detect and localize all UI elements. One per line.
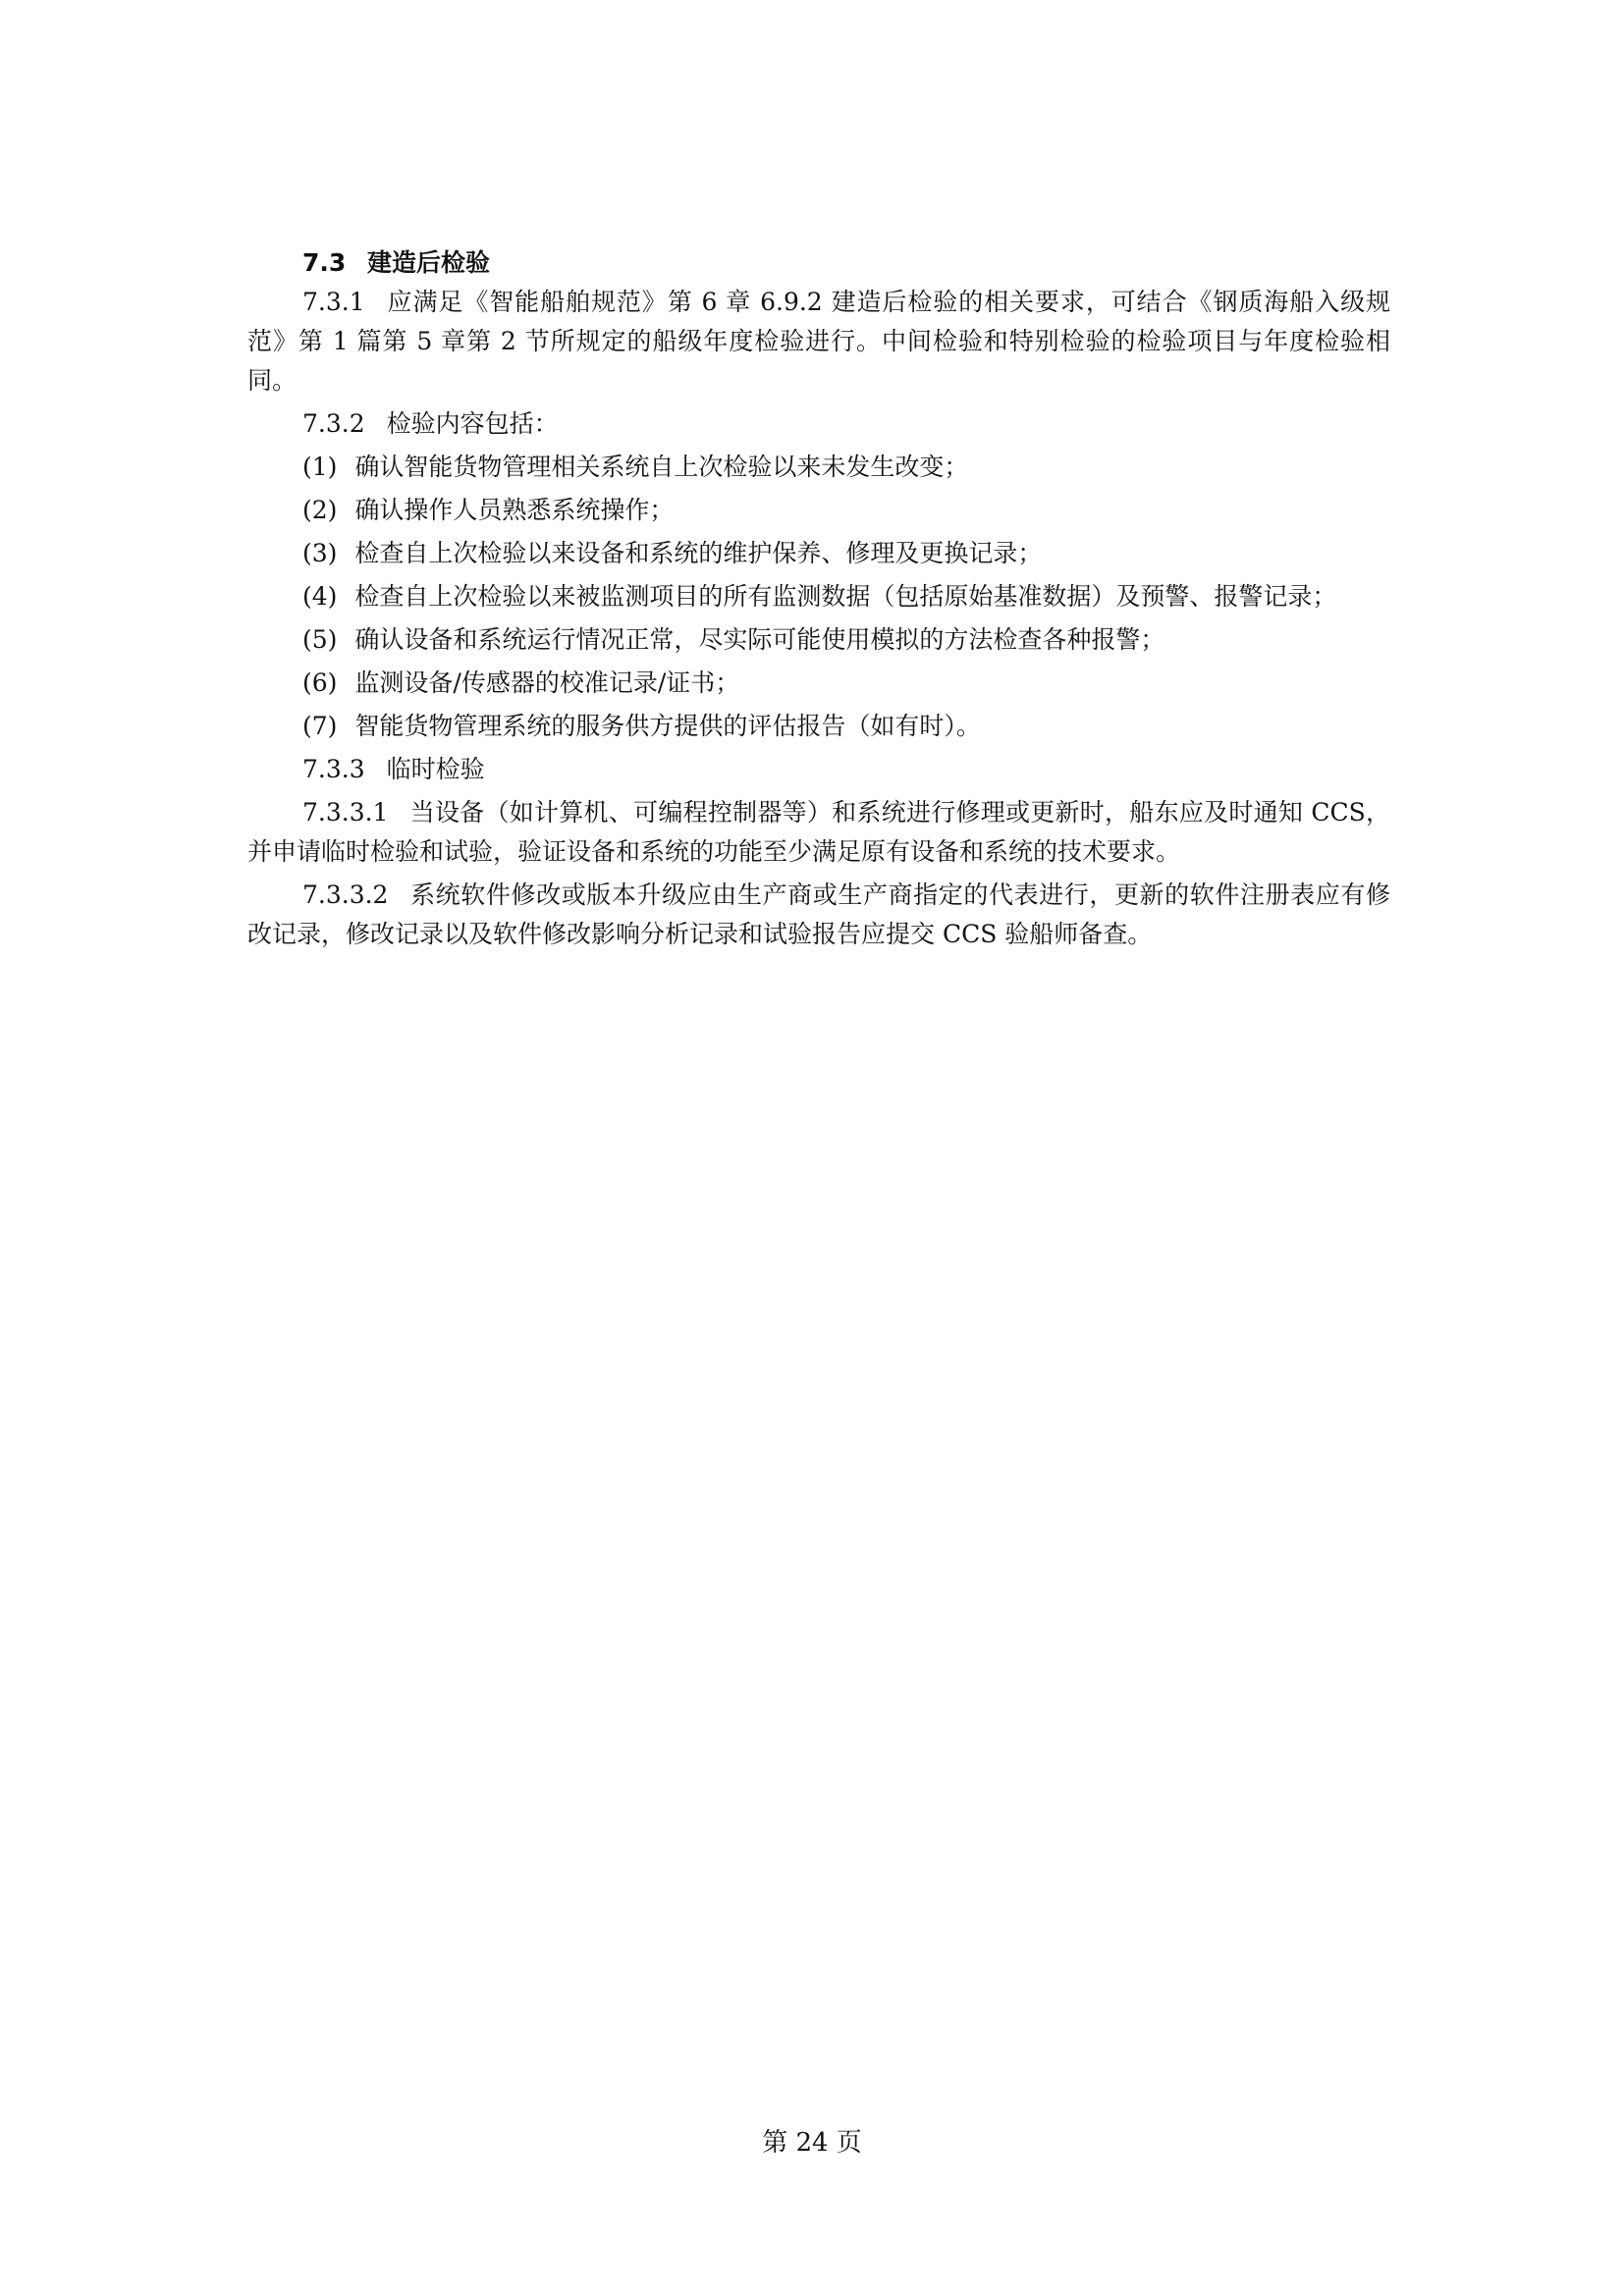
list-item-text: 监测设备/传感器的校准记录/证书； (354, 668, 740, 697)
paragraph-text: 当设备（如计算机、可编程控制器等）和系统进行修理或更新时，船东应及时通知 CCS，并申请临时检验和试验，验证设备和系统的功能至少满足原有设备和系统的技术要求。 (247, 798, 1390, 866)
list-item (247, 577, 1390, 616)
paragraph-text: 系统软件修改或版本升级应由生产商或生产商指定的代表进行，更新的软件注册表应有修改记录，修改记录以及软件修改影响分析记录和试验报告应提交 CCS 验船师备查。 (247, 881, 1390, 948)
list-item-number: (6) (302, 668, 338, 697)
list-item-text: 智能货物管理系统的服务供方提供的评估报告（如有时）。 (354, 712, 981, 740)
paragraph-text: 检验内容包括： (386, 409, 559, 438)
section-number: 7.3 (302, 248, 347, 277)
paragraph-number: 7.3.1 (302, 288, 365, 316)
page-number: 第 24 页 (762, 2128, 862, 2158)
list-item (247, 491, 1390, 530)
list-item-number: (4) (302, 582, 338, 611)
paragraph-number: 7.3.3.1 (302, 798, 389, 827)
list-item (247, 534, 1390, 573)
list-item (247, 620, 1390, 660)
list-item-text: 确认操作人员熟悉系统操作； (354, 496, 675, 524)
list-item (247, 664, 1390, 703)
page-content (247, 243, 1390, 958)
list-item-number: (2) (302, 496, 338, 524)
paragraph-7-3-3-2 (247, 876, 1390, 954)
paragraph-number: 7.3.3.2 (302, 881, 389, 909)
list-item-text: 确认智能货物管理相关系统自上次检验以来未发生改变； (354, 453, 969, 481)
list-item-number: (1) (302, 453, 338, 481)
list-item-text: 检查自上次检验以来设备和系统的维护保养、修理及更换记录； (354, 539, 1043, 567)
list-item-text: 检查自上次检验以来被监测项目的所有监测数据（包括原始基准数据）及预警、报警记录； (354, 582, 1337, 611)
paragraph-number: 7.3.2 (302, 409, 365, 438)
paragraph-7-3-2 (247, 404, 1390, 444)
list-item (247, 707, 1390, 746)
paragraph-text: 应满足《智能船舶规范》第 6 章 6.9.2 建造后检验的相关要求，可结合《钢质海船入级规范》第 1 篇第 5 章第 2 节所规定的船级年度检验进行。中间检验和特别检验的检验项目与年度检验相同。 (247, 288, 1390, 395)
section-heading (302, 243, 1390, 283)
list-item-number: (7) (302, 712, 338, 740)
subsection-title: 临时检验 (386, 755, 485, 783)
list-item-number: (5) (302, 625, 338, 654)
paragraph-7-3-1 (247, 283, 1390, 400)
subsection-number: 7.3.3 (302, 755, 365, 783)
list-item-number: (3) (302, 539, 338, 567)
subsection-heading (247, 750, 1390, 789)
list-item-text: 确认设备和系统运行情况正常，尽实际可能使用模拟的方法检查各种报警； (354, 625, 1165, 654)
section-title: 建造后检验 (367, 248, 491, 277)
list-item (247, 448, 1390, 487)
paragraph-7-3-3-1 (247, 793, 1390, 872)
